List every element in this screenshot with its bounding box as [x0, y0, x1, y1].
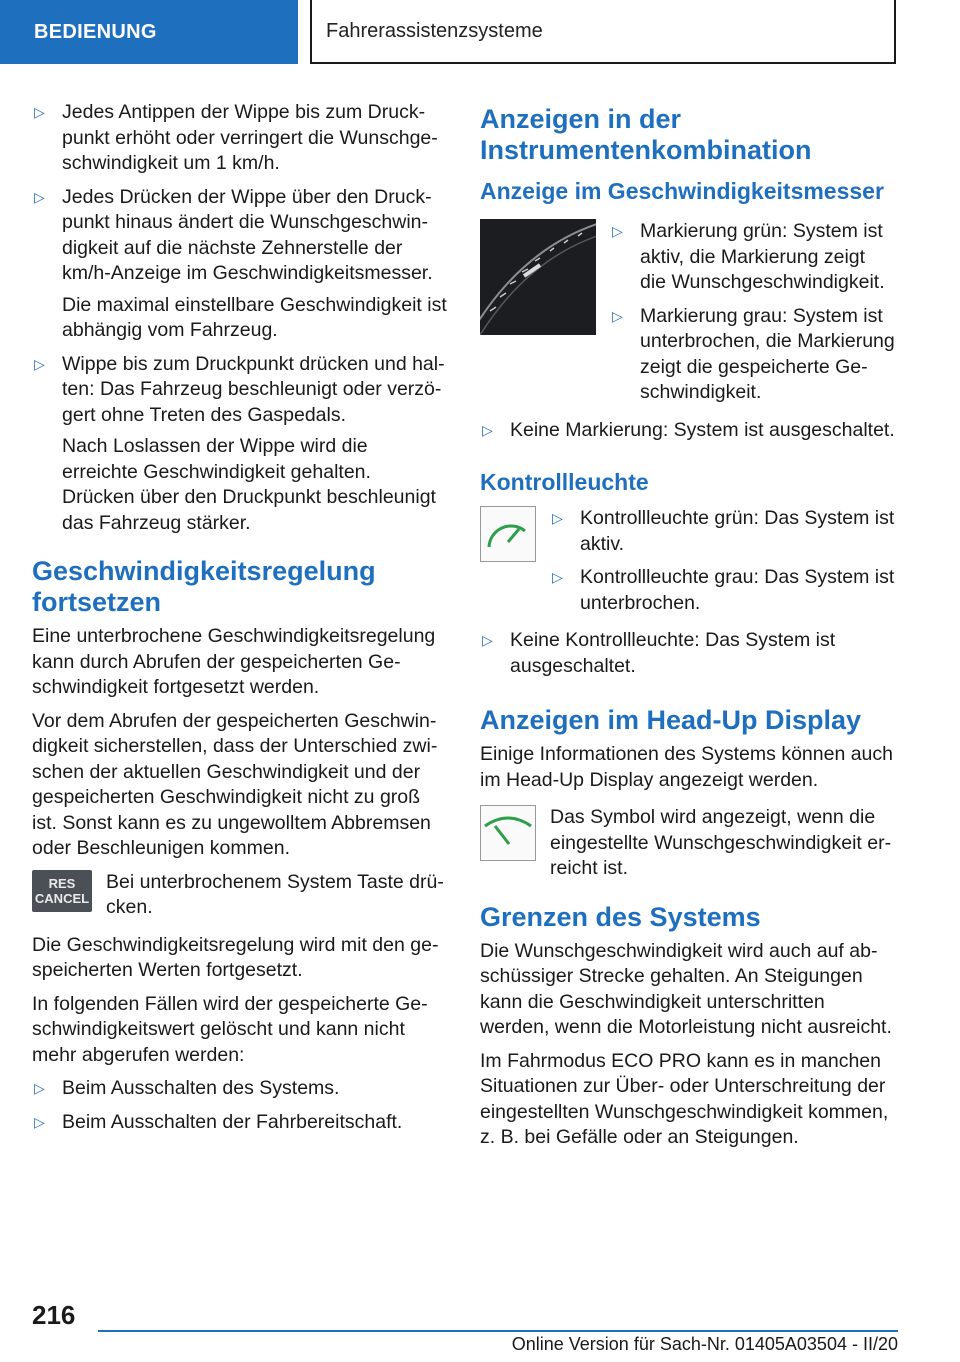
list-item: ▷ Beim Ausschalten des Systems. [32, 1076, 448, 1102]
right-column [480, 104, 896, 1159]
list-item: ▷ Keine Markierung: System ist ausgeschaltet. [480, 418, 896, 444]
triangle-bullet-icon: ▷ [552, 510, 563, 526]
footer-text: Online Version für Sach-Nr. 01405A03504 - II/20 [511, 1334, 898, 1354]
list-item: ▷ Wippe bis zum Druckpunkt drücken und halten: Das Fahrzeug beschleunigt oder verzögert ohne Treten des Gaspedals. Nach Loslassen der Wippe wird die erreichte Geschwindigkeit gehalten. Drücken über den Druckpunkt beschleunigt das Fahrzeug stärker. [32, 352, 448, 537]
list-item: ▷ Jedes Drücken der Wippe über den Druckpunkt hinaus ändert die Wunschgeschwindigkeit auf die nächste Zehnerstelle der km/h-Anzeige im Geschwindigkeitsmesser. Die maximal einstellbare Geschwindigkeit ist abhängig vom Fahrzeug. [32, 185, 448, 344]
res-cancel-button-icon: RES CANCEL [32, 870, 92, 912]
chapter-title: Fahrerassistenzsysteme [310, 0, 896, 64]
button-explanation [32, 870, 448, 921]
speedometer-image [480, 219, 596, 335]
cruise-control-lamp-icon [480, 506, 536, 562]
list-item: ▷ Keine Kontrollleuchte: Das System ist ausgeschaltet. [482, 629, 836, 677]
list-item: ▷ Jedes Antippen der Wippe bis zum Druckpunkt erhöht oder verringert die Wunschgeschwindigkeit um 1 km/h. [34, 101, 438, 174]
subsection-heading: Anzeige im Geschwindigkeitsmesser [480, 178, 884, 204]
list-item: ▷ Markierung grün: System ist aktiv, die Markierung zeigt die Wunschgeschwindigkeit. [612, 220, 885, 293]
speedometer-icon [480, 219, 596, 335]
triangle-bullet-icon: ▷ [612, 307, 623, 324]
section-heading: Geschwindigkeitsregelung fortsetzen [32, 556, 376, 617]
paragraph: In folgenden Fällen wird der gespeicherte Geschwindigkeitswert gelöscht und kann nicht mehr abgerufen werden: [32, 992, 428, 1066]
triangle-bullet-icon: ▷ [34, 355, 45, 372]
list-item: ▷ Markierung grau: System ist unterbrochen, die Markierung zeigt die gespeicherte Geschwindigkeit. [612, 304, 895, 403]
footer-divider [98, 1330, 898, 1332]
triangle-bullet-icon: ▷ [482, 632, 493, 648]
paragraph: Im Fahrmodus ECO PRO kann es in manchen Situationen zur Über- oder Unterschreitung der eingestellten Wunschgeschwindigkeit kommen, z. B. bei Gefälle oder an Steigungen. [480, 1049, 889, 1148]
lamp-bullets [550, 506, 896, 624]
gauge-bullets [610, 219, 896, 414]
button-explanation-text: Bei unterbrochenem System Taste drücken. [106, 870, 444, 918]
list-item: ▷ Kontrollleuchte grau: Das System ist unterbrochen. [552, 566, 895, 614]
paragraph: Die Geschwindigkeitsregelung wird mit den gespeicherten Werten fortgesetzt. [32, 933, 439, 981]
section-tab: BEDIENUNG [0, 0, 298, 64]
paragraph: Die Wunschgeschwindigkeit wird auch auf abschüssiger Strecke gehalten. An Steigungen kann die Geschwindigkeit unterschritten werden, wenn die Motorleistung nicht ausreicht. [480, 939, 892, 1038]
hud-symbol-icon [480, 805, 536, 861]
section-heading: Grenzen des Systems [480, 901, 761, 932]
paragraph: Eine unterbrochene Geschwindigkeitsregelung kann durch Abrufen der gespeicherten Geschwindigkeit fortgesetzt werden. [32, 625, 436, 698]
triangle-bullet-icon: ▷ [34, 104, 45, 120]
list-item-note: Die maximal einstellbare Geschwindigkeit ist abhängig vom Fahrzeug. [62, 293, 447, 341]
list-item: ▷ Kontrollleuchte grün: Das System ist aktiv. [552, 507, 895, 555]
hud-explanation-text: Das Symbol wird angezeigt, wenn die eingestellte Wunschgeschwindigkeit erreicht ist. [550, 806, 892, 879]
list-item-note: Nach Loslassen der Wippe wird die erreichte Geschwindigkeit gehalten. Drücken über den Druckpunkt beschleunigt das Fahrzeug stärker. [62, 435, 436, 534]
triangle-bullet-icon: ▷ [34, 1080, 45, 1096]
lamp-explanation [480, 506, 896, 624]
triangle-bullet-icon: ▷ [552, 569, 563, 585]
paragraph: Einige Informationen des Systems können auch im Head-Up Display angezeigt werden. [480, 743, 893, 791]
triangle-bullet-icon: ▷ [612, 223, 623, 239]
triangle-bullet-icon: ▷ [482, 421, 493, 438]
gauge-explanation [480, 219, 896, 414]
paragraph: Vor dem Abrufen der gespeicherten Geschwindigkeit sicherstellen, dass der Unterschied zwischen der aktuellen Geschwindigkeit und der gespeicherten Geschwindigkeit nicht zu groß ist. Sonst kann es zu ungewolltem Abbremsen oder Beschleunigen kommen. [32, 709, 438, 859]
triangle-bullet-icon: ▷ [34, 188, 45, 205]
subsection-heading: Kontrollleuchte [480, 469, 649, 495]
section-heading: Anzeigen in der Instrumentenkombination [480, 104, 812, 165]
hud-explanation [480, 805, 896, 882]
page-number: 216 [32, 1300, 76, 1330]
left-column [32, 100, 448, 1143]
list-item: ▷ Beim Ausschalten der Fahrbereitschaft. [32, 1110, 448, 1136]
section-heading: Anzeigen im Head-Up Display [480, 705, 862, 735]
triangle-bullet-icon: ▷ [34, 1113, 45, 1130]
